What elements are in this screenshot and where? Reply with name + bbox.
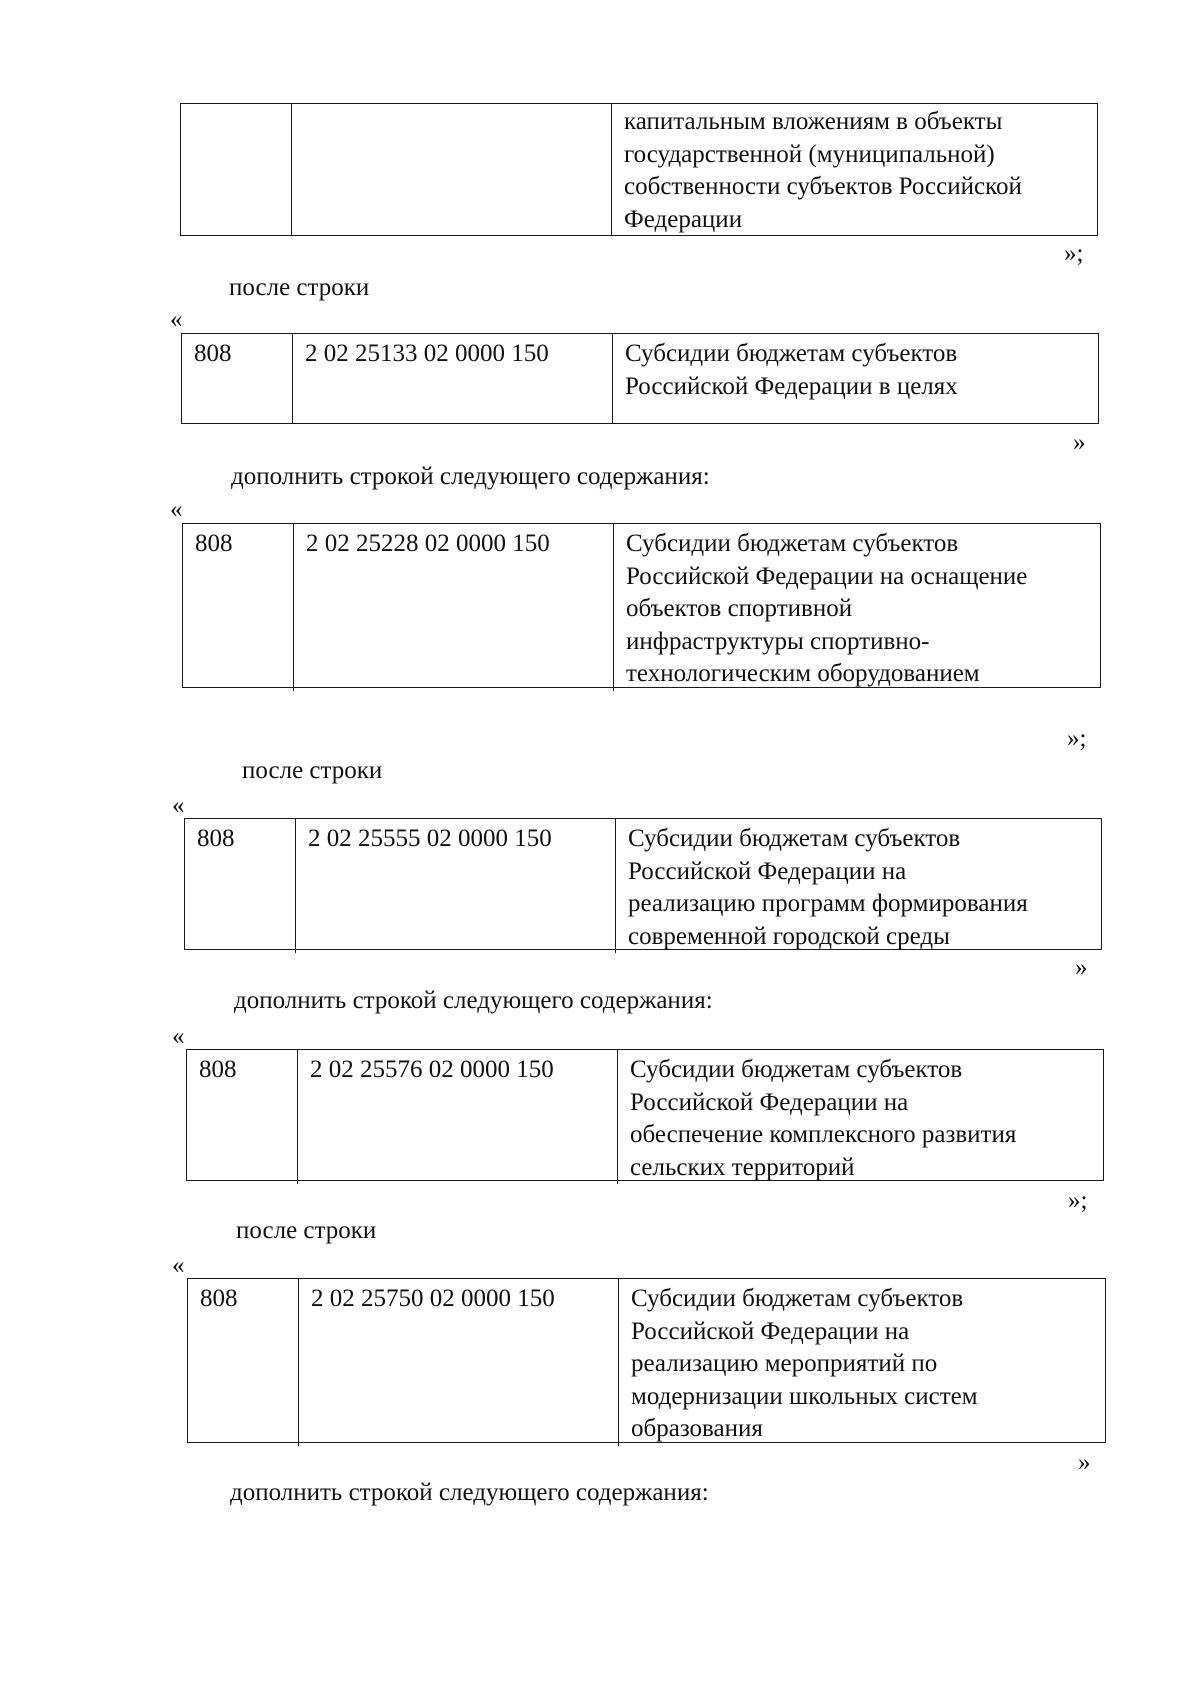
instruction-text: после строки — [229, 274, 370, 301]
admin-code-cell: 808 — [195, 530, 233, 557]
instruction-text: дополнить строкой следующего содержания: — [234, 987, 713, 1014]
kbk-code-cell: 2 02 25750 02 0000 150 — [298, 1279, 618, 1446]
admin-code-cell: 808 — [197, 825, 235, 852]
closing-quote: » — [1073, 429, 1086, 456]
instruction-text: дополнить строкой следующего содержания: — [230, 1479, 709, 1506]
closing-quote: » — [1075, 954, 1088, 981]
kbk-code-cell: 2 02 25133 02 0000 150 — [292, 334, 612, 423]
opening-quote: « — [172, 792, 185, 819]
income-name-cell: Субсидии бюджетам субъектов Российской Федерации на обеспечение комплексного развития сельских территорий — [617, 1050, 1103, 1184]
admin-code-cell — [181, 104, 291, 236]
kbk-code-cell: 2 02 25228 02 0000 150 — [293, 524, 613, 691]
closing-quote: »; — [1067, 725, 1087, 752]
instruction-text: после строки — [236, 1217, 377, 1244]
opening-quote: « — [172, 1023, 185, 1050]
budget-table-row — [181, 333, 1099, 424]
instruction-text: после строки — [242, 757, 383, 784]
budget-table-row — [187, 1278, 1106, 1443]
instruction-text: дополнить строкой следующего содержания: — [231, 463, 710, 490]
income-name-cell: Субсидии бюджетам субъектов Российской Федерации в целях — [612, 334, 1098, 423]
budget-table-row — [180, 103, 1098, 236]
income-name-cell: Субсидии бюджетам субъектов Российской Федерации на реализацию программ формирования современной городской среды — [615, 819, 1101, 953]
income-name-cell: Субсидии бюджетам субъектов Российской Федерации на оснащение объектов спортивной инфраструктуры спортивно- технологическим оборудованием — [613, 524, 1100, 691]
kbk-code-cell: 2 02 25555 02 0000 150 — [295, 819, 615, 953]
opening-quote: « — [170, 306, 183, 333]
income-name-cell: капитальным вложениям в объекты государственной (муниципальной) собственности субъектов Российской Федерации — [611, 104, 1097, 236]
budget-table-row — [182, 523, 1101, 688]
admin-code-cell: 808 — [200, 1285, 238, 1312]
admin-code-cell: 808 — [194, 340, 232, 367]
income-name-cell: Субсидии бюджетам субъектов Российской Федерации на реализацию мероприятий по модернизации школьных систем образования — [618, 1279, 1105, 1446]
closing-quote: »; — [1064, 240, 1084, 267]
budget-table-row — [186, 1049, 1104, 1181]
closing-quote: » — [1078, 1449, 1091, 1476]
budget-table-row — [184, 818, 1102, 950]
opening-quote: « — [170, 496, 183, 523]
kbk-code-cell — [291, 104, 611, 236]
closing-quote: »; — [1068, 1187, 1088, 1214]
admin-code-cell: 808 — [199, 1056, 237, 1083]
kbk-code-cell: 2 02 25576 02 0000 150 — [297, 1050, 617, 1184]
opening-quote: « — [172, 1252, 185, 1279]
